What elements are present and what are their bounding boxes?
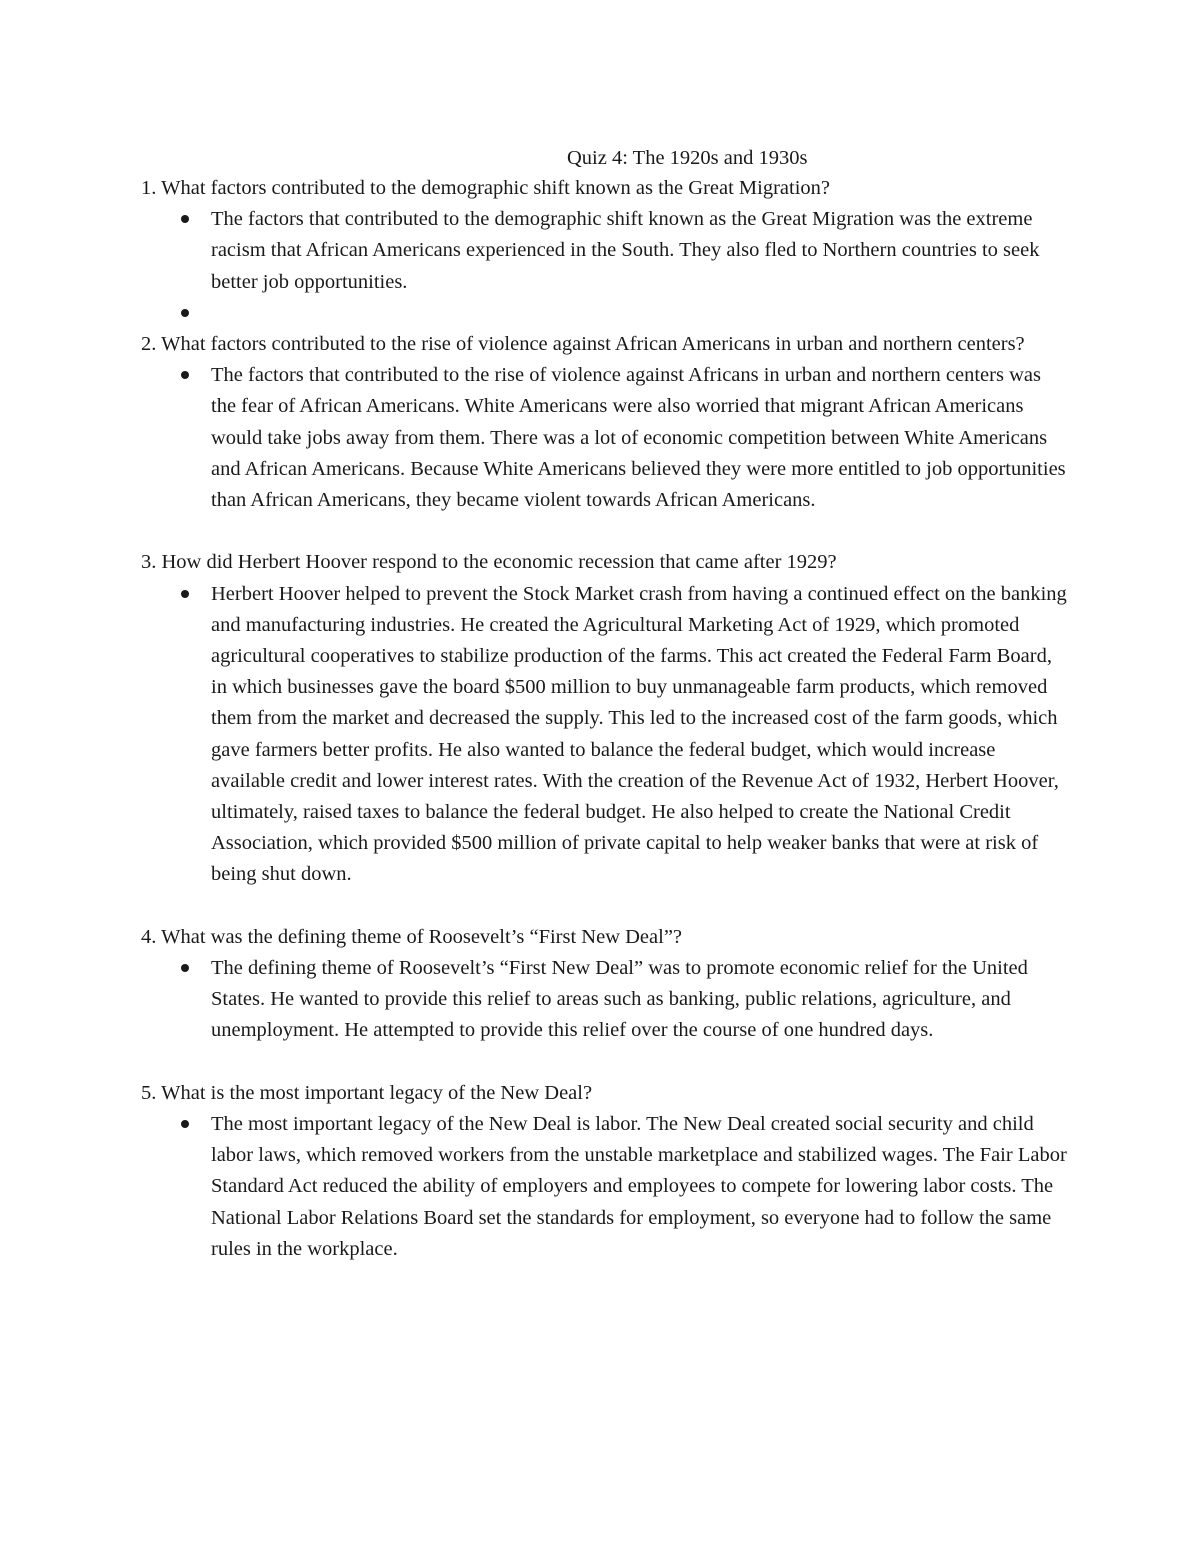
bullet-icon — [181, 1120, 189, 1128]
answer-4-text: The defining theme of Roosevelt’s “First New Deal” was to promote economic relief for the United States. He wanted to provide this relief to areas such as banking, public relations, agriculture, and unemployment. He attempted to provide this relief over the course of one hundred days. — [211, 957, 1028, 1042]
question-3: 3. How did Herbert Hoover respond to the economic recession that came after 1929? — [141, 551, 837, 574]
paragraph-gap — [141, 891, 1071, 922]
paragraph-gap — [141, 516, 1071, 547]
answer-2 — [211, 360, 1071, 516]
question-5: 5. What is the most important legacy of the New Deal? — [141, 1081, 593, 1104]
answer-list-5 — [141, 1109, 1071, 1265]
bullet-icon — [181, 309, 189, 317]
answer-3 — [211, 579, 1071, 891]
answer-2-text: The factors that contributed to the rise of violence against Africans in urban and northern centers was the fear of African Americans. White Americans were also worried that migrant African Americans would take jobs away from them. There was a lot of economic competition between White Americans and African Americans. Because White Americans believed they were more entitled to job opportunities than African Americans, they became violent towards African Americans. — [211, 364, 1066, 512]
question-2: 2. What factors contributed to the rise of violence against African Americans in urban and northern centers? — [141, 333, 1025, 355]
answer-5-text: The most important legacy of the New Deal is labor. The New Deal created social security and child labor laws, which removed workers from the unstable marketplace and stabilized wages. The Fair Labor Standard Act reduced the ability of employers and employees to compete for lowering labor costs. The National Labor Relations Board set the standards for employment, so everyone had to follow the same rules in the workplace. — [211, 1113, 1067, 1260]
bullet-icon — [181, 215, 189, 223]
empty-bullet-item — [211, 298, 1071, 329]
answer-3-text: Herbert Hoover helped to prevent the Stock Market crash from having a continued effect on the banking and manufacturing industries. He created the Agricultural Marketing Act of 1929, which promoted agricultural cooperatives to stabilize production of the farms. This act created the Federal Farm Board, in which businesses gave the board $500 million to buy unmanageable farm products, which removed them from the market and decreased the supply. This led to the increased cost of the farm goods, which gave farmers better profits. He also wanted to balance the federal budget, which would increase available credit and lower interest rates. With the creation of the Revenue Act of 1932, Herbert Hoover, ultimately, raised taxes to balance the federal budget. He also helped to create the National Credit Association, which provided $500 million of private capital to help weaker banks that were at risk of being shut down. — [211, 582, 1067, 886]
answer-1 — [211, 204, 1071, 298]
answer-list-3 — [141, 579, 1071, 891]
answer-list-4 — [141, 953, 1071, 1047]
answer-1-text: The factors that contributed to the demographic shift known as the Great Migration was the extreme racism that African Americans experienced in the South. They also fled to Northern countries to seek better job opportunities. — [211, 208, 1040, 293]
question-4: 4. What was the defining theme of Roosevelt’s “First New Deal”? — [141, 925, 683, 948]
answer-4 — [211, 953, 1071, 1047]
bullet-icon — [181, 590, 189, 598]
bullet-icon — [181, 371, 189, 379]
document-title: Quiz 4: The 1920s and 1930s — [567, 147, 808, 169]
answer-list-1 — [141, 204, 1071, 329]
answer-5 — [211, 1109, 1071, 1265]
document-body — [141, 173, 1071, 1265]
answer-list-2 — [141, 360, 1071, 516]
paragraph-gap — [141, 1047, 1071, 1078]
bullet-icon — [181, 964, 189, 972]
question-1: 1. What factors contributed to the demographic shift known as the Great Migration? — [141, 177, 831, 199]
